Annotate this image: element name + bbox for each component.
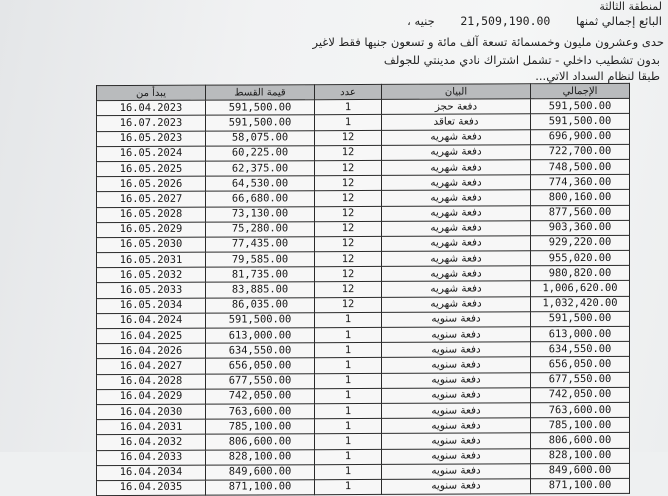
cell-total: 591,500.00 [531, 114, 630, 130]
cell-total: 774,360.00 [531, 174, 630, 190]
cell-total: 877,560.00 [531, 205, 630, 221]
cell-count: 12 [315, 236, 382, 251]
cell-start-date: 16.05.2031 [97, 252, 206, 268]
cell-total: 785,100.00 [531, 417, 630, 433]
payment-plan-intro: طبقا لنظام السداد الاتي... [535, 69, 660, 83]
cell-count: 1 [315, 434, 382, 449]
cell-description: دفعة شهريه [382, 145, 531, 161]
total-price-line [407, 14, 662, 28]
cell-installment: 591,500.00 [206, 313, 315, 329]
cell-installment: 77,435.00 [206, 237, 315, 253]
cell-start-date: 16.04.2027 [97, 359, 206, 375]
cell-count: 12 [315, 160, 382, 175]
cell-count: 12 [315, 191, 382, 206]
cell-installment: 613,000.00 [206, 328, 315, 344]
cell-count: 1 [315, 100, 382, 115]
cell-start-date: 16.05.2034 [97, 298, 206, 314]
cell-count: 12 [315, 130, 382, 145]
total-price-amount: 21,509,190.00 [460, 14, 551, 28]
header-total: الإجمالي [531, 83, 630, 99]
region-heading: لمنطقة الثالثة [599, 0, 662, 13]
cell-installment: 871,100.00 [206, 480, 315, 496]
cell-start-date: 16.05.2033 [97, 283, 206, 299]
cell-count: 1 [315, 343, 382, 358]
cell-description: دفعة سنويه [382, 357, 531, 373]
payment-schedule-table [96, 83, 630, 496]
cell-description: دفعة شهريه [382, 266, 531, 282]
table-body [97, 99, 630, 496]
cell-start-date: 16.07.2023 [97, 116, 206, 132]
cell-total: 748,500.00 [531, 159, 630, 175]
cell-total: 696,900.00 [531, 129, 630, 145]
cell-description: دفعة سنويه [382, 327, 531, 343]
cell-start-date: 16.04.2028 [97, 374, 206, 390]
cell-total: 634,550.00 [531, 342, 630, 358]
cell-start-date: 16.04.2023 [97, 100, 206, 116]
cell-description: دفعة سنويه [382, 312, 531, 328]
cell-total: 1,032,420.00 [531, 296, 630, 312]
cell-start-date: 16.05.2027 [97, 191, 206, 207]
cell-count: 12 [315, 251, 382, 266]
cell-description: دفعة سنويه [382, 433, 531, 449]
table-row [97, 478, 630, 496]
cell-installment: 83,885.00 [206, 282, 315, 298]
cell-count: 12 [315, 176, 382, 191]
cell-description: دفعة سنويه [382, 388, 531, 404]
cell-installment: 742,050.00 [206, 388, 315, 404]
cell-total: 613,000.00 [531, 326, 630, 342]
cell-count: 1 [315, 327, 382, 342]
cell-installment: 677,550.00 [206, 373, 315, 389]
cell-count: 1 [315, 419, 382, 434]
cell-count: 12 [315, 206, 382, 221]
cell-description: دفعة شهريه [382, 160, 531, 176]
cell-description: دفعة حجز [382, 99, 531, 115]
cell-description: دفعة تعاقد [382, 114, 531, 130]
cell-installment: 62,375.00 [206, 161, 315, 177]
cell-start-date: 16.05.2024 [97, 146, 206, 162]
cell-count: 1 [315, 449, 382, 464]
cell-count: 1 [315, 373, 382, 388]
cell-count: 12 [315, 297, 382, 312]
cell-total: 763,600.00 [531, 402, 630, 418]
cell-description: دفعة سنويه [382, 479, 531, 495]
cell-start-date: 16.04.2024 [97, 313, 206, 329]
cell-start-date: 16.04.2031 [97, 419, 206, 435]
cell-description: دفعة سنويه [382, 418, 531, 434]
total-price-label: البائع إجمالي ثمنها [576, 14, 662, 28]
cell-description: دفعة شهريه [382, 175, 531, 191]
cell-description: دفعة شهريه [382, 296, 531, 312]
cell-installment: 634,550.00 [206, 343, 315, 359]
cell-description: دفعة شهريه [382, 205, 531, 221]
cell-description: دفعة سنويه [382, 448, 531, 464]
cell-installment: 81,735.00 [206, 267, 315, 283]
cell-description: دفعة شهريه [382, 220, 531, 236]
cell-count: 12 [315, 221, 382, 236]
header-installment: قيمة القسط [206, 85, 315, 101]
amount-in-words: حدى وعشرون مليون وخمسمائة تسعة آلف مائة و تسعون جنيها فقط لاغير [312, 35, 664, 49]
cell-installment: 60,225.00 [206, 145, 315, 161]
cell-count: 1 [315, 358, 382, 373]
cell-total: 1,006,620.00 [531, 281, 630, 297]
cell-count: 12 [315, 145, 382, 160]
cell-installment: 591,500.00 [206, 100, 315, 116]
cell-description: دفعة سنويه [382, 463, 531, 479]
finishing-note: بدون تشطيب داخلي - تشمل اشتراك نادي مدينتي للجولف [383, 53, 660, 67]
cell-start-date: 16.04.2029 [97, 389, 206, 405]
cell-installment: 66,680.00 [206, 191, 315, 207]
cell-start-date: 16.04.2033 [97, 450, 206, 466]
header-start-date: يبدأ من [97, 85, 206, 101]
cell-start-date: 16.05.2030 [97, 237, 206, 253]
cell-description: دفعة شهريه [382, 236, 531, 252]
cell-installment: 79,585.00 [206, 252, 315, 268]
total-price-currency: جنيه ، [407, 14, 435, 28]
cell-start-date: 16.05.2025 [97, 161, 206, 177]
cell-total: 591,500.00 [531, 311, 630, 327]
cell-start-date: 16.04.2030 [97, 404, 206, 420]
cell-total: 980,820.00 [531, 266, 630, 282]
cell-count: 1 [315, 388, 382, 403]
cell-start-date: 16.04.2035 [97, 480, 206, 496]
cell-total: 903,360.00 [531, 220, 630, 236]
cell-total: 828,100.00 [531, 448, 630, 464]
cell-total: 742,050.00 [531, 387, 630, 403]
cell-description: دفعة شهريه [382, 251, 531, 267]
cell-total: 849,600.00 [531, 463, 630, 479]
cell-start-date: 16.04.2032 [97, 434, 206, 450]
cell-total: 800,160.00 [531, 190, 630, 206]
cell-installment: 58,075.00 [206, 130, 315, 146]
cell-description: دفعة شهريه [382, 281, 531, 297]
cell-count: 1 [315, 115, 382, 130]
cell-description: دفعة سنويه [382, 403, 531, 419]
cell-total: 722,700.00 [531, 144, 630, 160]
cell-installment: 785,100.00 [206, 419, 315, 435]
cell-start-date: 16.04.2026 [97, 343, 206, 359]
cell-total: 591,500.00 [531, 99, 630, 115]
cell-total: 806,600.00 [531, 433, 630, 449]
cell-installment: 73,130.00 [206, 206, 315, 222]
cell-start-date: 16.05.2023 [97, 131, 206, 147]
cell-start-date: 16.04.2034 [97, 465, 206, 481]
cell-installment: 656,050.00 [206, 358, 315, 374]
cell-installment: 849,600.00 [206, 464, 315, 480]
cell-total: 929,220.00 [531, 235, 630, 251]
cell-count: 1 [315, 312, 382, 327]
cell-count: 1 [315, 403, 382, 418]
cell-installment: 75,280.00 [206, 221, 315, 237]
cell-start-date: 16.04.2025 [97, 328, 206, 344]
cell-installment: 828,100.00 [206, 449, 315, 465]
header-description: البيان [382, 84, 531, 100]
cell-total: 955,020.00 [531, 250, 630, 266]
cell-count: 12 [315, 267, 382, 282]
cell-installment: 591,500.00 [206, 115, 315, 131]
cell-start-date: 16.05.2032 [97, 267, 206, 283]
cell-count: 1 [315, 464, 382, 479]
cell-description: دفعة شهريه [382, 190, 531, 206]
cell-description: دفعة سنويه [382, 372, 531, 388]
cell-description: دفعة سنويه [382, 342, 531, 358]
cell-start-date: 16.05.2029 [97, 222, 206, 238]
cell-start-date: 16.05.2028 [97, 207, 206, 223]
cell-count: 12 [315, 282, 382, 297]
cell-installment: 806,600.00 [206, 434, 315, 450]
cell-start-date: 16.05.2026 [97, 176, 206, 192]
cell-installment: 64,530.00 [206, 176, 315, 192]
cell-total: 677,550.00 [531, 372, 630, 388]
cell-installment: 763,600.00 [206, 404, 315, 420]
header-count: عدد [315, 84, 382, 99]
cell-total: 871,100.00 [531, 478, 630, 494]
cell-description: دفعة شهريه [382, 129, 531, 145]
cell-total: 656,050.00 [531, 357, 630, 373]
cell-installment: 86,035.00 [206, 297, 315, 313]
cell-count: 1 [315, 479, 382, 494]
